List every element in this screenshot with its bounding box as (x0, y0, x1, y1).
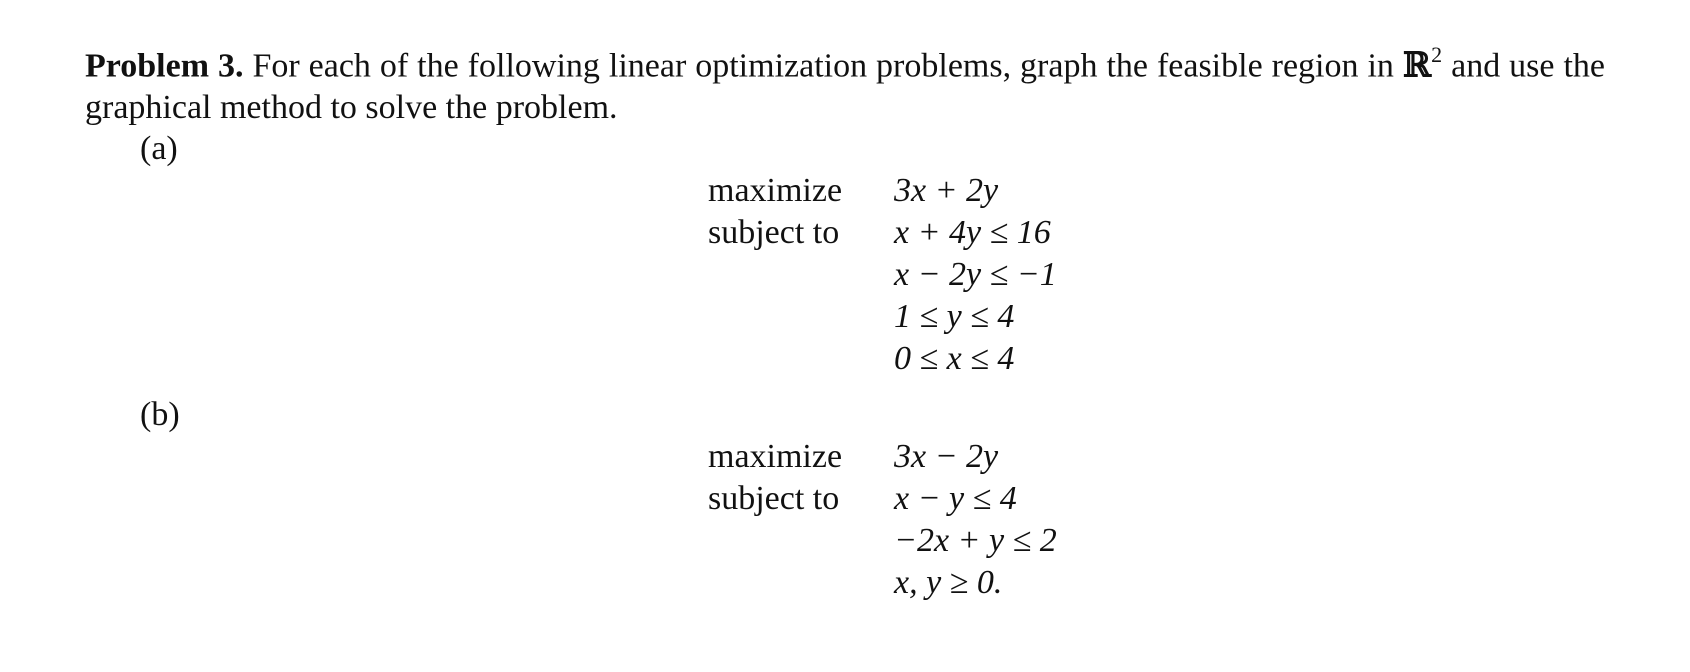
constraint: x + 4y ≤ 16 (894, 214, 1051, 251)
space-exponent: 2 (1431, 42, 1443, 67)
constraint: 0 ≤ x ≤ 4 (894, 340, 1015, 377)
statement-line-2: and use the graphical method to solve the problem. (85, 47, 1605, 127)
problem-statement (85, 36, 1605, 129)
constraint: x, y ≥ 0. (894, 564, 1003, 601)
maximize-keyword: maximize (708, 438, 843, 475)
constraint: −2x + y ≤ 2 (894, 522, 1057, 559)
constraint: 1 ≤ y ≤ 4 (894, 298, 1015, 335)
subject-to-keyword: subject to (708, 214, 840, 251)
constraint: x − y ≤ 4 (894, 480, 1017, 517)
part-b-label: (b) (140, 396, 180, 433)
problem-heading: Problem 3. (85, 47, 244, 85)
part-a-label: (a) (140, 130, 178, 167)
statement-line-1: For each of the following linear optimization problems, graph the feasible region in (252, 47, 1394, 85)
constraint: x − 2y ≤ −1 (894, 256, 1057, 293)
maximize-keyword: maximize (708, 172, 843, 209)
objective-function: 3x + 2y (894, 172, 999, 209)
subject-to-keyword: subject to (708, 480, 840, 517)
real-space-symbol: ℝ (1402, 45, 1432, 86)
objective-function: 3x − 2y (894, 438, 999, 475)
